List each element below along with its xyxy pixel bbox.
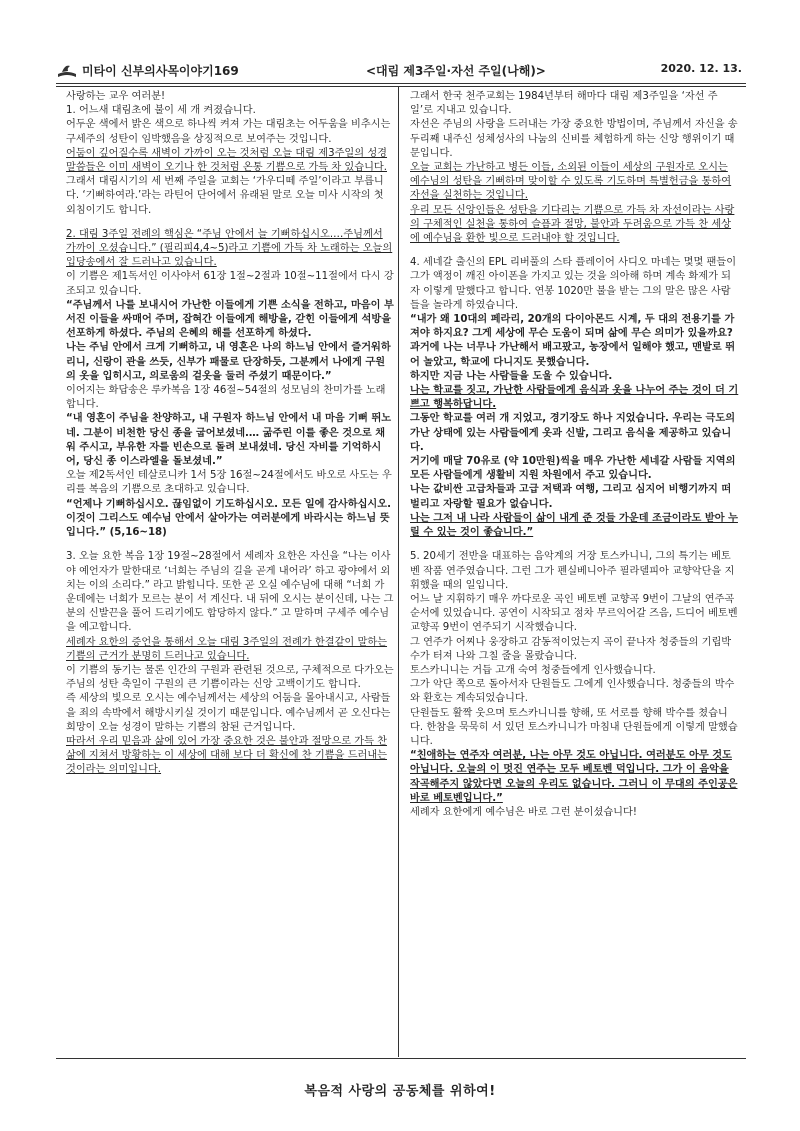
paragraph: 사랑하는 교우 여러분!	[66, 91, 166, 102]
footer-motto: 복음적 사랑의 공동체를 위하여!	[304, 1084, 496, 1099]
paragraph: 이 기쁨의 동기는 물론 인간의 구원과 관련된 것으로, 구체적으로 다가오는 주님의 성탄 축일이 구원의 큰 기쁨이라는 신앙 고백이기도 합니다.	[66, 664, 394, 691]
paragraph: “주님께서 나를 보내시어 가난한 이들에게 기쁜 소식을 전하고, 마음이 부서진 이들을 싸매어 주며, 잡혀간 이들에게 해방을, 갇힌 이들에게 석방을 선포하게 하셨다. 주님의 은혜의 해를 선포하게 하셨다.	[66, 299, 394, 340]
paragraph-gap	[410, 540, 740, 550]
paragraph-gap	[410, 246, 740, 256]
paragraph: 이 기쁨은 제1독서인 이사야서 61장 1절~2절과 10절~11절에서 다시 강조되고 있습니다.	[66, 271, 394, 297]
paragraph: “친애하는 연주자 여러분, 나는 아무 것도 아닙니다. 여러분도 아무 것도 아닙니다. 오늘의 이 멋진 연주는 모두 베토벤 덕입니다. 그가 이 음악을 작곡해주지 않았다면 오늘의 우리도 없습니다. 그러니 이 무대의 주인공은 바로 베토벤입니다.”	[410, 750, 738, 804]
book-icon	[56, 60, 78, 80]
right-column	[410, 90, 740, 820]
paragraph: 나는 주님 안에서 크게 기뻐하고, 내 영혼은 나의 하느님 안에서 즐거워하리니, 신랑이 관을 쓰듯, 신부가 패물로 단장하듯, 그분께서 나에게 구원의 옷을 입히시고, 의로움의 겉옷을 둘러 주셨기 때문이다.”	[66, 342, 391, 382]
column-divider	[398, 86, 399, 1057]
paragraph: 하지만 지금 나는 사람들을 도울 수 있습니다.	[410, 370, 613, 382]
paragraph: 3. 오늘 요한 복음 1장 19절~28절에서 세례자 요한은 자신을 “나는 이사야 예언자가 말한대로 ‘너희는 주님의 길을 곧게 내어라’ 하고 광야에서 외치는 이의 소리다.” 라고 밝힙니다. 또한 곧 오실 예수님에 대해 “너희 가운데에는 너희가 모르는 분이 서 계신다. 내 뒤에 오시는 분이신데, 나는 그분의 신발끈을 풀어 드리기에도 합당하지 않다.” 고 말하며 구세주 예수님을 예고합니다.	[66, 551, 394, 634]
paragraph: 5. 20세기 전반을 대표하는 음악계의 거장 토스카니니, 그의 특기는 베토벤 작품 연주였습니다. 그런 그가 펜실베니아주 필라델피아 교향악단을 지휘했을 때의 일입니다.	[410, 551, 735, 591]
header-rule	[56, 83, 746, 84]
paragraph: 2. 대림 3주일 전례의 핵심은 “주님 안에서 늘 기뻐하십시오.…주님께서 가까이 오셨습니다.” (필리피4,4~5)라고 기쁨에 가득 차 노래하는 오늘의 입당송에서 잘 드러나고 있습니다.	[66, 228, 393, 269]
paragraph: 어느 날 지휘하기 매우 까다로운 곡인 베토벤 교향곡 9번이 그날의 연주곡 순서에 있었습니다. 공연이 시작되고 점차 무르익어갈 즈음, 드디어 베토벤 교향곡 9번이 연주되기 시작했습니다.	[410, 593, 738, 634]
paragraph: 그 연주가 어찌나 웅장하고 감동적이었는지 곡이 끝나자 청중들의 기립박수가 터져 나와 그칠 줄을 몰랐습니다.	[410, 636, 732, 662]
paragraph: 그래서 한국 천주교회는 1984년부터 해마다 대림 제3주일을 ‘자선 주일’로 지내고 있습니다.	[410, 91, 718, 117]
paragraph: 자선은 주님의 사랑을 드러내는 가장 중요한 방법이며, 주님께서 자신을 송두리째 내주신 성체성사의 나눔의 신비를 체험하게 하는 신앙 행위이기 때문입니다.	[410, 119, 738, 159]
paragraph: 이어지는 화답송은 루카복음 1장 46절~54절의 성모님의 찬미가를 노래합니다.	[66, 385, 386, 411]
issue-date: 2020. 12. 13.	[660, 62, 742, 75]
paragraph: “내가 왜 10대의 페라리, 20개의 다이아몬드 시계, 두 대의 전용기를 가져야 하지요? 그게 세상에 무슨 도움이 되며 삶에 무슨 의미가 있을까요?	[410, 314, 735, 340]
paragraph: 나는 학교를 짓고, 가난한 사람들에게 음식과 옷을 나누어 주는 것이 더 기쁘고 행복하답니다.	[410, 385, 739, 411]
page-header	[56, 60, 746, 82]
paragraph: 세례자 요한의 증언을 통해서 오늘 대림 3주일의 전례가 한결같이 말하는 기쁨의 근거가 분명히 드러나고 있습니다.	[66, 636, 388, 662]
paragraph: 어두운 색에서 밝은 색으로 하나씩 켜져 가는 대림초는 어두움을 비추시는 구세주의 성탄이 임박했음을 상징적으로 보여주는 것입니다.	[66, 119, 391, 145]
paragraph: 오늘 교회는 가난하고 병든 이들, 소외된 이들이 세상의 구원자로 오시는 예수님의 성탄을 기뻐하며 맞이할 수 있도록 기도하며 특별헌금을 통하여 자선을 실천하는 것입니다.	[410, 162, 732, 202]
footer-rule	[56, 1058, 746, 1059]
header-rule-double	[56, 86, 746, 87]
series-title: 미타이 신부의사목이야기169	[82, 64, 239, 78]
paragraph-gap	[66, 540, 394, 550]
paragraph: 4. 세네갈 출신의 EPL 리버풀의 스타 플레이어 사디오 마네는 몇몇 팬들이 그가 액정이 깨진 아이폰을 가지고 있는 것을 의아해 하며 계속 화제가 되자 이렇게 말했다고 합니다. 연봉 1020만 불을 받는 그의 말은 많은 사람들을 놀라게 하였습니다.	[410, 257, 737, 311]
paragraph: 단원들도 활짝 웃으며 토스카니니를 향해, 또 서로를 향해 박수를 쳤습니다. 한참을 묵묵히 서 있던 토스카니니가 마침내 단원들에게 이렇게 말했습니다.	[410, 707, 738, 747]
paragraph: 그동안 학교를 여러 개 지었고, 경기장도 하나 지었습니다. 우리는 극도의 가난 상태에 있는 사람들에게 옷과 신발, 그리고 음식을 제공하고 있습니다.	[410, 413, 736, 453]
paragraph: 즉 세상의 빛으로 오시는 예수님께서는 세상의 어둠을 몰아내시고, 사람들을 죄의 속박에서 해방시키실 것이기 때문입니다. 예수님께서 곧 오신다는 희망이 오늘 성경이 말하는 기쁨의 참된 근거입니다.	[66, 693, 391, 733]
paragraph: 어둠이 깊어질수록 새벽이 가까이 오는 것처럼 오늘 대림 제3주일의 성경 말씀들은 이미 새벽이 오기나 한 것처럼 온통 기쁨으로 가득 차 있습니다.	[66, 147, 388, 174]
paragraph: 과거에 나는 너무나 가난해서 배고팠고, 농장에서 일해야 했고, 맨발로 뛰어 놀았고, 학교에 다니지도 못했습니다.	[410, 342, 736, 368]
paragraph: 그가 악단 쪽으로 돌아서자 단원들도 그에게 인사했습니다. 청중들의 박수와 환호는 계속되었습니다.	[410, 679, 735, 705]
liturgical-day: <대림 제3주일·자선 주일(나해)>	[366, 64, 546, 78]
paragraph-gap	[66, 218, 394, 228]
paragraph: 그래서 대림시기의 세 번째 주일을 교회는 ‘가우디떼 주일’이라고 부릅니다. ‘기뻐하여라.’라는 라틴어 단어에서 유래된 말로 오늘 미사 시작의 첫 외침이기도 합니다.	[66, 176, 384, 216]
paragraph: 거기에 매달 70유로 (약 10만원)씩을 매우 가난한 세네갈 사람들 지역의 모든 사람들에게 생활비 지원 차원에서 주고 있습니다.	[410, 456, 736, 482]
paragraph: 오늘 제2독서인 테살로니카 1서 5장 16절~24절에서도 바오로 사도는 우리를 복음의 기쁨으로 초대하고 있습니다.	[66, 470, 392, 496]
left-column	[66, 90, 394, 778]
paragraph: 1. 어느새 대림초에 불이 세 개 켜졌습니다.	[66, 105, 256, 117]
paragraph: 우리 모든 신앙인들은 성탄을 기다리는 기쁨으로 가득 차 자선이라는 사랑의 구체적인 실천을 통하여 슬픔과 절망, 불안과 두려움으로 가득 찬 세상에 예수님을 환한 빛으로 드러내야 할 것입니다.	[410, 204, 735, 245]
paragraph: “언제나 기뻐하십시오. 끊임없이 기도하십시오. 모든 일에 감사하십시오. 이것이 그리스도 예수님 안에서 살아가는 여러분에게 바라시는 하느님 뜻입니다.” (5,16~18)	[66, 498, 391, 539]
paragraph: 따라서 우리 믿음과 삶에 있어 가장 중요한 것은 불안과 절망으로 가득 찬 삶에 지쳐서 방황하는 이 세상에 대해 보다 더 확신에 찬 기쁨을 드러내는 것이라는 의미입니다.	[66, 735, 388, 776]
paragraph: 나는 값비싼 고급차들과 고급 저택과 여행, 그리고 심지어 비행기까지 떠벌리고 자랑할 필요가 없습니다.	[410, 484, 732, 510]
paragraph: 토스카니니는 거듭 고개 숙여 청중들에게 인사했습니다.	[410, 664, 656, 676]
paragraph: “내 영혼이 주님을 찬양하고, 내 구원자 하느님 안에서 내 마음 기뻐 뛰노네. 그분이 비천한 당신 종을 굽어보셨네.… 굶주린 이를 좋은 것으로 채워 주시고, 부유한 자를 빈손으로 돌려 보내셨네. 당신 자비를 기억하시어, 당신 종 이스라엘을 돌보셨네.”	[66, 413, 392, 468]
paragraph: 나는 그저 내 나라 사람들이 삶이 내게 준 것들 가운데 조금이라도 받아 누릴 수 있는 것이 좋습니다.”	[410, 512, 738, 539]
paragraph: 세례자 요한에게 예수님은 바로 그런 분이셨습니다!	[410, 806, 637, 818]
